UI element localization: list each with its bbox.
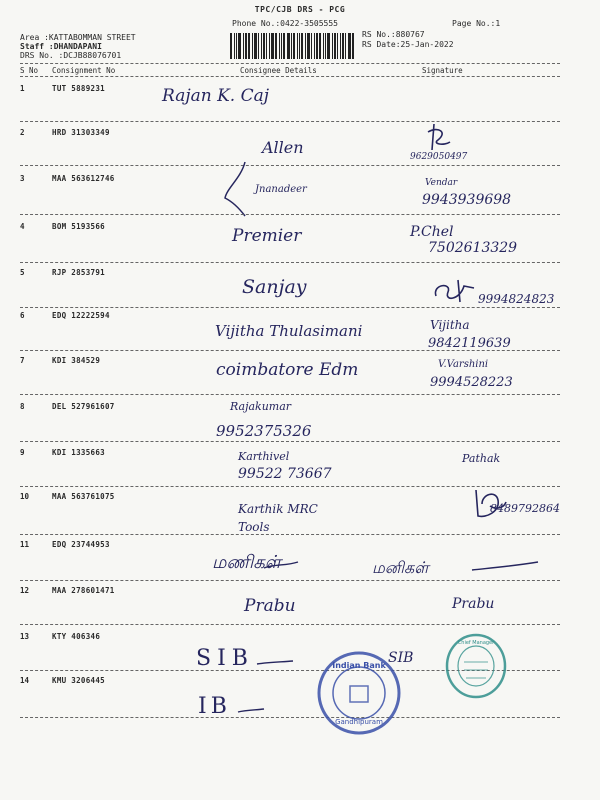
barcode-bar <box>305 33 306 59</box>
row-9-phone: 99522 73667 <box>238 466 332 482</box>
barcode-bar <box>269 33 270 59</box>
row-10-phone: 8489792864 <box>490 502 560 515</box>
row-11-signature-tail <box>470 560 540 574</box>
row-9-consignment: KDI 1335663 <box>52 448 105 457</box>
barcode-bar <box>287 33 290 59</box>
chief-manager-seal <box>444 632 508 700</box>
row-4-sno: 4 <box>20 222 25 231</box>
barcode-bar <box>299 33 300 59</box>
row-10-consignee-name: Karthik MRC Tools <box>238 502 318 534</box>
row-2-phone: 9629050497 <box>410 152 468 162</box>
barcode-bar <box>281 33 282 59</box>
barcode-bar <box>279 33 280 59</box>
col-consignee: Consignee Details <box>240 66 317 75</box>
row-7-consignee-name: coimbatore Edm <box>216 360 359 380</box>
row-8-consignee-name: Rajakumar <box>230 400 292 413</box>
row-2-signature-scribble <box>424 120 454 154</box>
barcode-bar <box>261 33 262 59</box>
barcode-bar <box>238 33 241 59</box>
row-6-consignment: EDQ 12222594 <box>52 311 110 320</box>
row-1-sno: 1 <box>20 84 25 93</box>
row-11-consignee-name: மணிகள் <box>212 552 282 573</box>
drs-barcode <box>230 33 358 59</box>
barcode-bar <box>252 33 253 59</box>
barcode-bar <box>332 33 333 59</box>
col-sno: S No <box>20 66 39 75</box>
row-4-signature: P.Chel <box>410 224 454 240</box>
row-4-phone: 7502613329 <box>428 240 518 256</box>
document-title: TPC/CJB DRS - PCG <box>254 5 346 14</box>
row-5-phone: 9994824823 <box>478 292 555 306</box>
barcode-bar <box>293 33 295 59</box>
row-2-divider <box>20 165 560 166</box>
drs-number-field: DRS No. :DCJB88076701 <box>20 51 122 60</box>
barcode-bar <box>340 33 341 59</box>
row-9-sno: 9 <box>20 448 25 457</box>
row-5-consignee-name: Sanjay <box>242 276 307 298</box>
row-4-consignee-name: Premier <box>232 226 302 246</box>
barcode-bar <box>327 33 330 59</box>
row-10-sno: 10 <box>20 492 30 501</box>
row-8-divider <box>20 441 560 442</box>
row-3-sno: 3 <box>20 174 25 183</box>
row-3-consignee-name: Jnanadeer <box>255 184 307 195</box>
row-2-consignee-name: Allen <box>262 138 304 157</box>
row-14-divider <box>20 717 560 718</box>
barcode-bar <box>319 33 321 59</box>
barcode-bar <box>248 33 250 59</box>
row-12-consignment: MAA 278601471 <box>52 586 115 595</box>
barcode-bar <box>236 33 237 59</box>
barcode-bar <box>275 33 277 59</box>
row-9-consignee-name: Karthivel <box>238 450 290 463</box>
row-6-phone: 9842119639 <box>428 336 511 351</box>
row-14-sno: 14 <box>20 676 30 685</box>
row-12-divider <box>20 624 560 625</box>
seal-title: Chief Manager <box>457 640 495 646</box>
row-10-consignment: MAA 563761075 <box>52 492 115 501</box>
barcode-bar <box>301 33 303 59</box>
stamp-bank-name: Indian Bank <box>332 661 386 670</box>
stamp-branch-name: Gandhipuram <box>335 718 383 726</box>
rs-date-field: RS Date:25-Jan-2022 <box>362 40 454 49</box>
barcode-bar <box>334 33 336 59</box>
row-3-phone: 9943939698 <box>422 192 512 208</box>
barcode-bar <box>230 33 232 59</box>
barcode-bar <box>254 33 257 59</box>
header-rule-top <box>20 63 560 64</box>
row-13-consignment: KTY 406346 <box>52 632 101 641</box>
row-12-sno: 12 <box>20 586 30 595</box>
col-consignment: Consignment No <box>52 66 116 75</box>
barcode-bar <box>337 33 338 59</box>
barcode-bar <box>352 33 354 59</box>
indian-bank-stamp <box>316 650 402 736</box>
barcode-bar <box>316 33 318 59</box>
row-8-phone: 9952375326 <box>216 422 312 440</box>
barcode-bar <box>311 33 312 59</box>
barcode-bar <box>271 33 274 59</box>
row-14-consignee-name: IB <box>198 694 231 719</box>
row-13-signature: SIB <box>388 650 414 666</box>
row-3-signature: Vendar <box>425 178 458 188</box>
row-7-signature: V.Varshini <box>438 359 489 370</box>
row-13-sno: 13 <box>20 632 30 641</box>
row-7-consignment: KDI 384529 <box>52 356 101 365</box>
row-5-signature-scribble <box>430 276 480 306</box>
barcode-bar <box>325 33 326 59</box>
row-13-consignee-name: SIB <box>196 646 254 671</box>
barcode-bar <box>314 33 315 59</box>
row-12-consignee-name: Prabu <box>244 596 296 616</box>
row-8-sno: 8 <box>20 402 25 411</box>
row-14-consignment: KMU 3206445 <box>52 676 105 685</box>
row-11-signature: மனிகள் <box>372 558 429 577</box>
row-6-consignee-name: Vijitha Thulasimani <box>215 322 363 340</box>
phone-number: Phone No.:0422-3505555 <box>232 19 338 28</box>
row-10-divider <box>20 534 560 535</box>
barcode-bar <box>323 33 324 59</box>
row-14-name-tail <box>236 706 266 716</box>
row-11-consignment: EDQ 23744953 <box>52 540 110 549</box>
barcode-bar <box>291 33 292 59</box>
row-12-signature: Prabu <box>452 596 495 612</box>
barcode-bar <box>307 33 310 59</box>
row-1-divider <box>20 121 560 122</box>
row-6-signature: Vijitha <box>430 318 470 332</box>
row-3-consignment: MAA 563612746 <box>52 174 115 183</box>
row-5-sno: 5 <box>20 268 25 277</box>
row-1-consignment: TUT 5889231 <box>52 84 105 93</box>
row-4-consignment: BOM 5193566 <box>52 222 105 231</box>
row-2-consignment: HRD 31303349 <box>52 128 110 137</box>
row-7-divider <box>20 394 560 395</box>
page-number: Page No.:1 <box>452 19 501 28</box>
row-9-signature: Pathak <box>462 452 501 465</box>
row-6-sno: 6 <box>20 311 25 320</box>
row-1-consignee-name: Rajan K. Caj <box>162 86 270 106</box>
row-5-consignment: RJP 2853791 <box>52 268 105 277</box>
barcode-bar <box>258 33 259 59</box>
row-13-name-tail <box>255 658 295 668</box>
row-6-divider <box>20 350 560 351</box>
row-5-divider <box>20 307 560 308</box>
row-11-divider <box>20 580 560 581</box>
area-field: Area :KATTABOMMAN STREET <box>20 33 136 42</box>
barcode-bar <box>263 33 265 59</box>
staff-field: Staff :DHANDAPANI <box>20 42 102 51</box>
barcode-bar <box>266 33 267 59</box>
row-8-consignment: DEL 527961607 <box>52 402 115 411</box>
rs-number-field: RS No.:880767 <box>362 30 425 39</box>
barcode-bar <box>243 33 244 59</box>
barcode-bar <box>283 33 285 59</box>
row-4-divider <box>20 262 560 263</box>
barcode-bar <box>348 33 351 59</box>
row-11-name-tail <box>262 560 300 574</box>
barcode-bar <box>234 33 235 59</box>
barcode-bar <box>245 33 247 59</box>
row-2-sno: 2 <box>20 128 25 137</box>
row-7-sno: 7 <box>20 356 25 365</box>
row-3-divider <box>20 214 560 215</box>
header-rule-bottom <box>20 76 560 77</box>
barcode-bar <box>342 33 344 59</box>
col-signature: Signature <box>422 66 463 75</box>
row-11-sno: 11 <box>20 540 30 549</box>
barcode-bar <box>345 33 346 59</box>
barcode-bar <box>297 33 298 59</box>
row-7-phone: 9994528223 <box>430 375 513 390</box>
